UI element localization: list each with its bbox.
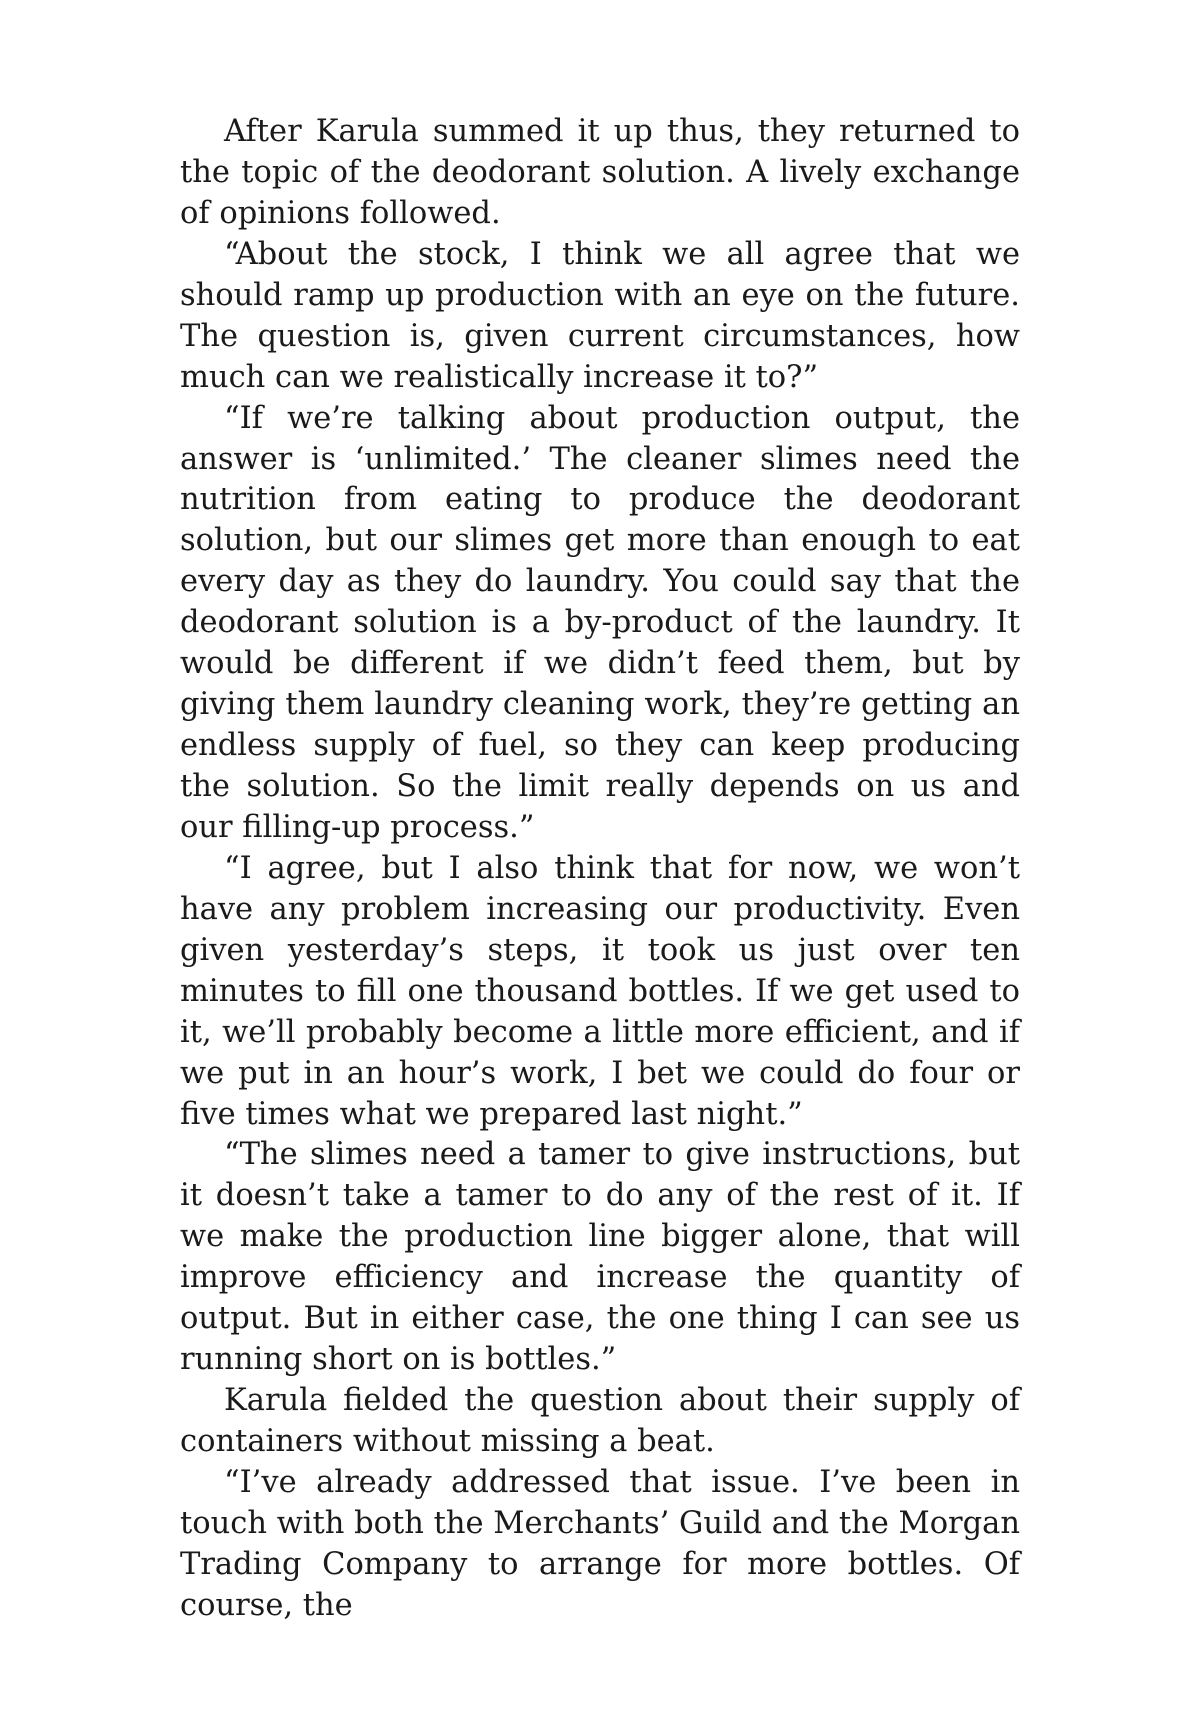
paragraph-2: “About the stock, I think we all agree that we should ramp up production with an eye on the future. The question is, given current circumstances, how much can we realistically increase it to?” xyxy=(180,236,1020,395)
paragraph-3: “If we’re talking about production output, the answer is ‘unlimited.’ The cleaner slimes need the nutrition from eating to produce the deodorant solution, but our slimes get more than enough to eat every day as they do laundry. You could say that the deodorant solution is a by-product of the laundry. It would be different if we didn’t feed them, but by giving them laundry cleaning work, they’re getting an endless supply of fuel, so they can keep producing the solution. So the limit really depends on us and our filling-up process.” xyxy=(180,400,1020,845)
paragraph-5: “The slimes need a tamer to give instructions, but it doesn’t take a tamer to do any of the rest of it. If we make the production line bigger alone, that will improve efficiency and increase the quantity of output. But in either case, the one thing I can see us running short on is bottles.” xyxy=(180,1137,1020,1378)
paragraph-7: “I’ve already addressed that issue. I’ve been in touch with both the Merchants’ Guild and the Morgan Trading Company to arrange for more bottles. Of course, the xyxy=(180,1464,1020,1623)
book-page xyxy=(180,112,1020,1627)
paragraph-6: Karula fielded the question about their supply of containers without missing a beat. xyxy=(180,1383,1020,1459)
paragraph-1: After Karula summed it up thus, they returned to the topic of the deodorant solution. A lively exchange of opinions followed. xyxy=(180,114,1020,231)
paragraph-4: “I agree, but I also think that for now, we won’t have any problem increasing our productivity. Even given yesterday’s steps, it took us just over ten minutes to fill one thousand bottles. If we get used to it, we’ll probably become a little more efficient, and if we put in an hour’s work, I bet we could do four or five times what we prepared last night.” xyxy=(180,850,1020,1132)
